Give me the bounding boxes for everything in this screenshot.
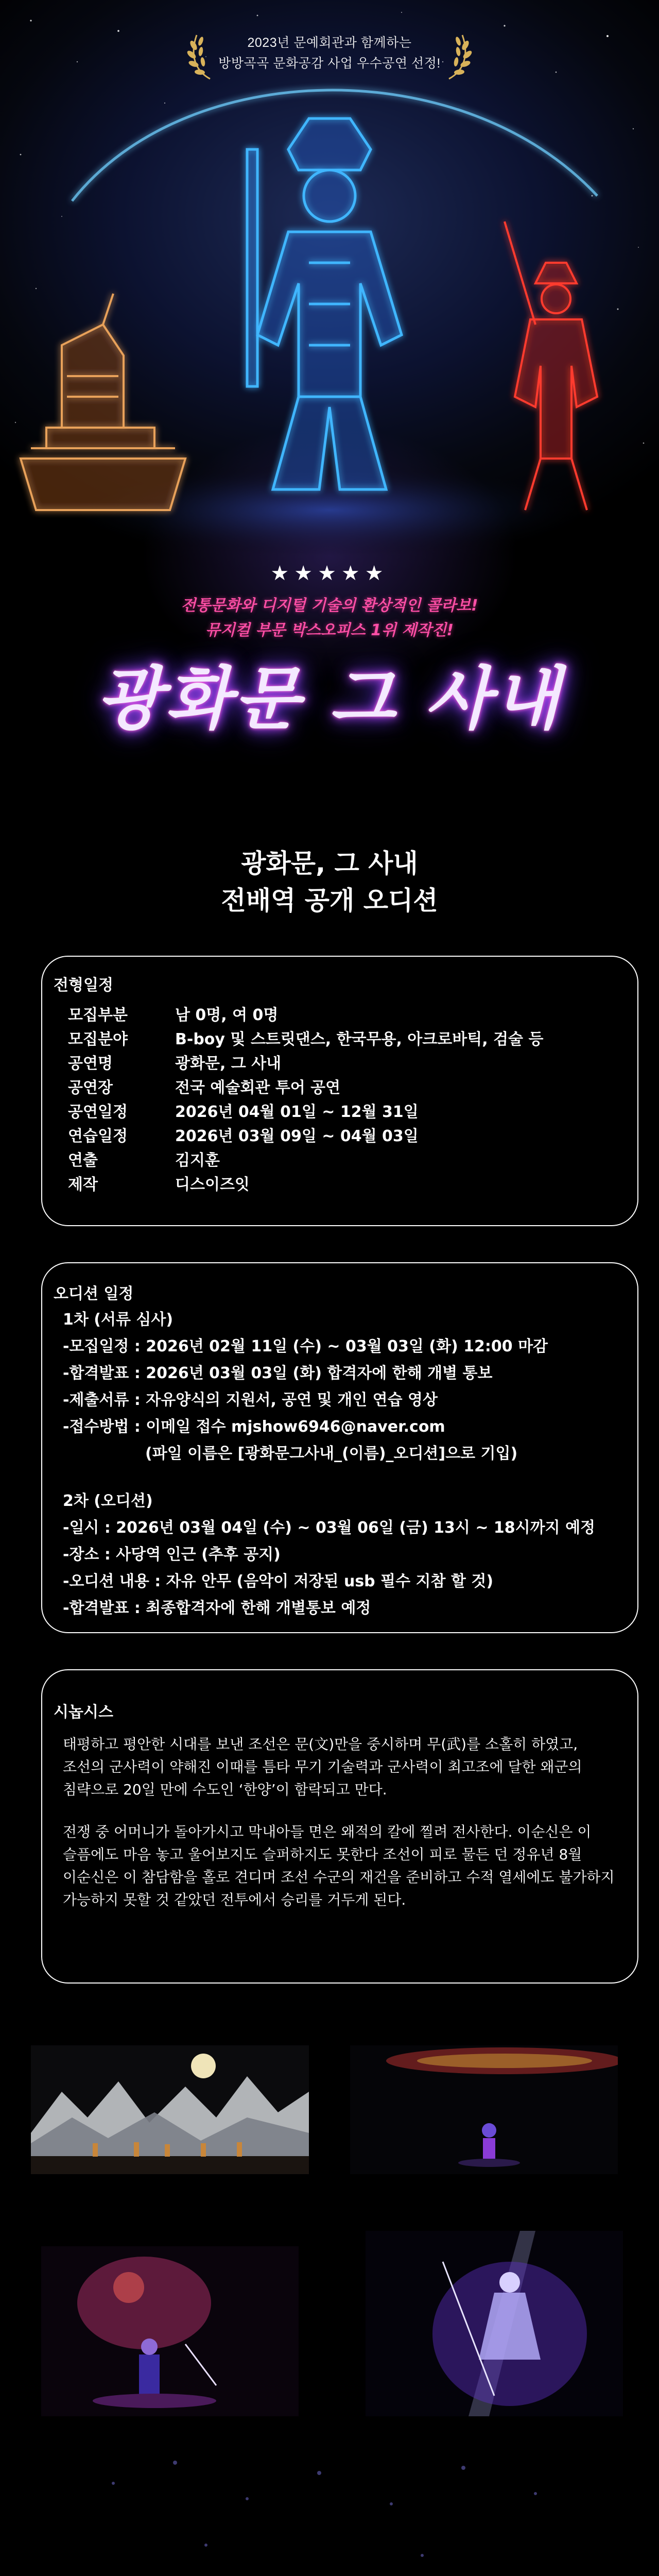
audition-schedule-box xyxy=(41,1262,638,1633)
round-1-line: -모집일정 : 2026년 02월 11일 (수) ~ 03월 03일 (화) 12:00 마감 xyxy=(63,1337,548,1355)
schedule-value: 광화문, 그 사내 xyxy=(175,1054,282,1073)
synopsis-title: 시놉시스 xyxy=(54,1703,113,1721)
round-1-email-line: -접수방법 : 이메일 접수 mjshow6946@naver.com xyxy=(63,1418,445,1436)
schedule-row xyxy=(68,1001,543,1025)
schedule-value: 디스이즈잇 xyxy=(175,1175,250,1194)
tagline-2: 뮤지컬 부문 박스오피스 1위 제작진! xyxy=(205,621,454,639)
schedule-value: 2026년 04월 01일 ~ 12월 31일 xyxy=(175,1103,419,1121)
schedule-key: 연출 xyxy=(68,1151,98,1170)
stage-photo-5 xyxy=(0,2442,659,2576)
synopsis-paragraph-2: 전쟁 중 어머니가 돌아가시고 막내아들 면은 왜적의 칼에 찔려 전사한다. 이순신은 이 슬픔에도 마음 놓고 울어보지도 슬퍼하지도 못한다 조선이 피로 물든 던 정유년 8월 이순신은 이 참담함을 홀로 견디며 조선 수군의 재건을 준비하고 수적 열세에도 불가하지 가능하지 못할 것 같았던 전투에서 승리를 거두게 된다. xyxy=(63,1823,615,1908)
round-1-line: -제출서류 : 자유양식의 지원서, 공연 및 개인 연습 영상 xyxy=(63,1391,438,1409)
schedule-key: 공연일정 xyxy=(68,1103,128,1121)
schedule-row xyxy=(68,1025,543,1049)
schedule-row xyxy=(68,1171,543,1195)
admiral-figure xyxy=(247,118,402,489)
audition-heading-line-1: 광화문, 그 사내 xyxy=(241,849,418,878)
round-2-line: -장소 : 사당역 인근 (추후 공지) xyxy=(63,1546,281,1564)
round-1-heading: 1차 (서류 심사) xyxy=(63,1311,174,1329)
stage-photo-4 xyxy=(366,2231,623,2416)
round-2-line: -일시 : 2026년 03월 04일 (수) ~ 03월 06일 (금) 13시 ~ 18시까지 예정 xyxy=(63,1519,596,1537)
schedule-row xyxy=(68,1049,543,1074)
schedule-key: 연습일정 xyxy=(68,1127,128,1145)
schedule-box xyxy=(41,956,638,1226)
stage-photo-3 xyxy=(41,2246,299,2416)
synopsis-body xyxy=(63,1733,624,1911)
schedule-key: 공연장 xyxy=(68,1078,113,1097)
audition-details xyxy=(63,1307,595,1622)
hero-illustration xyxy=(0,67,659,562)
spacer xyxy=(63,1467,595,1488)
synopsis-box xyxy=(41,1669,638,1984)
award-line-1: 2023년 문예회관과 함께하는 xyxy=(247,36,412,50)
schedule-row xyxy=(68,1122,543,1146)
hero-banner xyxy=(0,0,659,783)
round-1-line: -합격발표 : 2026년 03월 03일 (화) 합격자에 한해 개별 통보 xyxy=(63,1364,493,1382)
samurai-figure xyxy=(505,222,597,510)
synopsis-paragraph-1: 태평하고 평안한 시대를 보낸 조선은 문(文)만을 중시하며 무(武)를 소홀히 하였고, 조선의 군사력이 약해진 이때를 틈타 무기 기술력과 군사력이 최고조에 달한 왜군의 침략으로 20일 만에 수도인 ‘한양’이 함락되고 만다. xyxy=(63,1736,582,1798)
schedule-value: 김지훈 xyxy=(175,1151,220,1170)
round-2-line: -합격발표 : 최종합격자에 한해 개별통보 예정 xyxy=(63,1599,371,1617)
show-logo-title: 광화문 그 사내 xyxy=(96,659,563,739)
award-line-2: 방방곡곡 문화공감 사업 우수공연 선정! xyxy=(218,56,441,71)
audition-heading xyxy=(0,845,659,919)
audition-schedule-title: 오디션 일정 xyxy=(54,1285,134,1303)
round-2-line: -오디션 내용 : 자유 안무 (음악이 저장된 usb 필수 지참 할 것) xyxy=(63,1572,494,1590)
schedule-key: 제작 xyxy=(68,1175,98,1194)
schedule-key: 모집분야 xyxy=(68,1030,128,1048)
rating-stars: ★★★★★ xyxy=(270,562,389,585)
audition-heading-line-2: 전배역 공개 오디션 xyxy=(221,886,438,916)
schedule-value: 전국 예술회관 투어 공연 xyxy=(175,1078,341,1097)
round-1-filename-note: (파일 이름은 [광화문그사내_(이름)_오디션]으로 기입) xyxy=(145,1445,518,1463)
turtle-ship xyxy=(21,294,185,510)
round-2-heading: 2차 (오디션) xyxy=(63,1492,153,1510)
schedule-value: B-boy 및 스트릿댄스, 한국무용, 아크로바틱, 검술 등 xyxy=(175,1030,544,1048)
schedule-value: 남 0명, 여 0명 xyxy=(175,1006,279,1024)
schedule-title: 전형일정 xyxy=(54,976,113,994)
schedule-row xyxy=(68,1098,543,1122)
schedule-row xyxy=(68,1074,543,1098)
schedule-row xyxy=(68,1146,543,1171)
schedule-table xyxy=(68,1001,543,1195)
stage-photo-1 xyxy=(31,2045,309,2174)
tagline-1: 전통문화와 디지털 기술의 환상적인 콜라보! xyxy=(181,597,478,615)
schedule-value: 2026년 03월 09일 ~ 04월 03일 xyxy=(175,1127,419,1145)
schedule-key: 공연명 xyxy=(68,1054,113,1073)
stage-photo-2 xyxy=(350,2045,618,2174)
schedule-key: 모집부분 xyxy=(68,1006,128,1024)
